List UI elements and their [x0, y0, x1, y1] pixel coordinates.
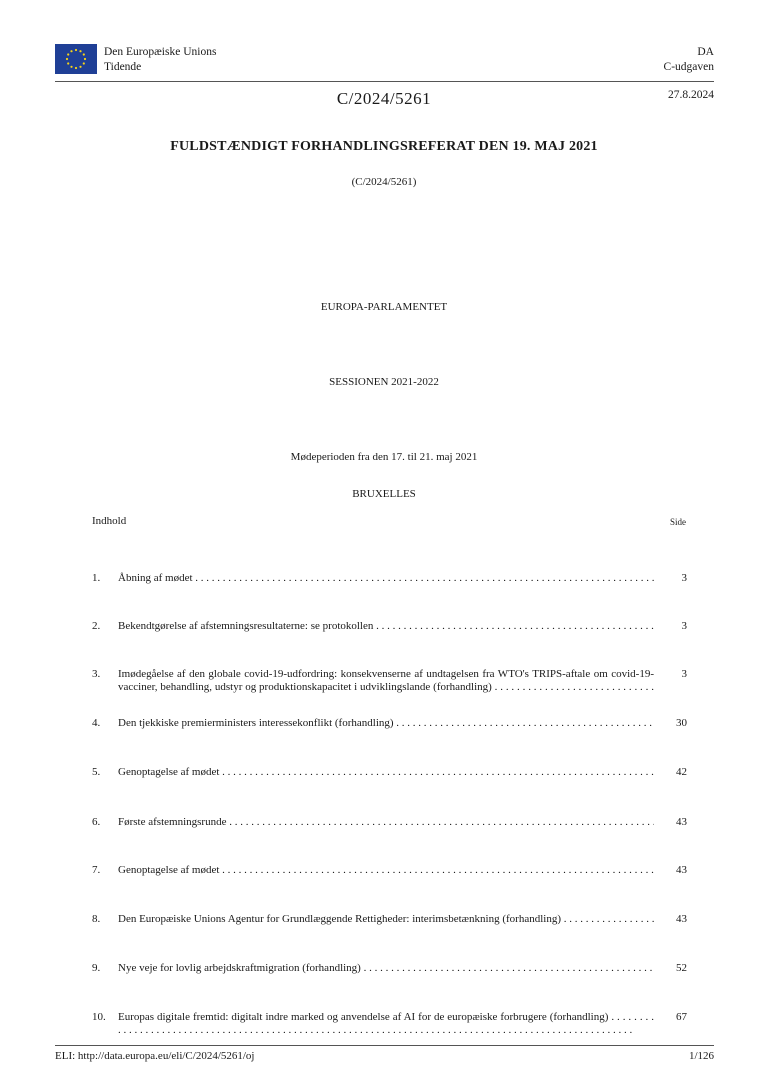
toc-entry-title: [118, 766, 654, 779]
toc-entry-number: 7.: [92, 864, 101, 876]
header-divider: [55, 81, 714, 82]
toc-entry-page: 3: [681, 668, 687, 680]
toc-entry-title: [118, 864, 654, 877]
toc-entry-title-text: Genoptagelse af mødet . . .: [118, 766, 654, 779]
toc-entry-title-text: Genoptagelse af mødet . . .: [118, 864, 654, 877]
toc-entry-number: 10.: [92, 1011, 106, 1023]
toc-entry-number: 4.: [92, 717, 101, 729]
series-label: C-udgaven: [663, 61, 714, 73]
toc-entry-number: 3.: [92, 668, 101, 680]
toc-entry-title: [118, 620, 654, 633]
toc-entry-number: 8.: [92, 913, 101, 925]
toc-entry-page: 3: [681, 620, 687, 632]
toc-entry-number: 2.: [92, 620, 101, 632]
document-title: FULDSTÆNDIGT FORHANDLINGSREFERAT DEN 19. MAJ 2021: [170, 139, 598, 154]
edition-info: [664, 45, 714, 75]
journal-name-line2: Tidende: [104, 61, 142, 73]
toc-entry-title-text: Den tjekkiske premierministers interessekonflikt (forhandling) . . .: [118, 717, 654, 730]
language-code: DA: [697, 46, 714, 58]
toc-page-heading: Side: [669, 517, 686, 527]
journal-name-line1: Den Europæiske Unions: [104, 46, 217, 58]
toc-entry-title-text: Første afstemningsrunde . . .: [118, 816, 654, 829]
toc-entry-page: 52: [676, 962, 687, 974]
toc-entry-page: 30: [676, 717, 687, 729]
toc-entry-page: 43: [676, 816, 687, 828]
footer-divider: [55, 1045, 714, 1046]
institution-name: EUROPA-PARLAMENTET: [320, 301, 448, 313]
toc-entry-title: [118, 816, 654, 829]
toc-entry-title: [118, 962, 654, 975]
toc-entry-title-text: Nye veje for lovlig arbejdskraftmigration (forhandling) . . .: [118, 962, 654, 975]
toc-entry-number: 6.: [92, 816, 101, 828]
toc-entry-title-text: Den Europæiske Unions Agentur for Grundlæggende Rettigheder: interimsbetænkning (forhandling) . . .: [118, 913, 654, 926]
toc-entry-number: 5.: [92, 766, 101, 778]
publication-date: 27.8.2024: [668, 89, 714, 101]
document-reference: (C/2024/5261): [351, 176, 417, 188]
session-period: Mødeperioden fra den 17. til 21. maj 2021: [290, 451, 478, 463]
page-number: 1/126: [688, 1050, 714, 1062]
toc-entry-page: 43: [676, 864, 687, 876]
toc-entry-title-text: Åbning af mødet . . .: [118, 572, 654, 585]
toc-heading: Indhold: [92, 515, 127, 527]
document-number: C/2024/5261: [336, 89, 432, 108]
toc-entry-title-text: Imødegåelse af den globale covid-19-udfordring: konsekvenserne af undtagelsen fra WTO's TRIPS-aftale om covid-19-vacciner, behandling, udstyr og produktionskapacitet i udviklingslande (forhandling) . . .: [118, 668, 654, 694]
toc-entry-title-text: Europas digitale fremtid: digitalt indre marked og anvendelse af AI for de europæiske forbrugere (forhandling) . . .: [118, 1011, 654, 1037]
session-label: SESSIONEN 2021-2022: [329, 376, 439, 388]
toc-entry-title: [118, 668, 654, 694]
toc-entry-page: 67: [676, 1011, 687, 1023]
toc-entry-title: [118, 572, 654, 585]
toc-entry-title: [118, 1011, 654, 1037]
eu-flag-logo: [55, 44, 97, 74]
toc-entry-page: 43: [676, 913, 687, 925]
journal-name: [104, 45, 216, 75]
toc-entry-page: 42: [676, 766, 687, 778]
toc-entry-title: [118, 913, 654, 926]
eli-link[interactable]: ELI: http://data.europa.eu/eli/C/2024/5261/oj: [55, 1050, 255, 1062]
toc-entry-number: 9.: [92, 962, 101, 974]
toc-entry-page: 3: [681, 572, 687, 584]
toc-entry-title: [118, 717, 654, 730]
meeting-place: BRUXELLES: [352, 488, 416, 500]
toc-entry-title-text: Bekendtgørelse af afstemningsresultaterne: se protokollen . . .: [118, 620, 654, 633]
toc-entry-number: 1.: [92, 572, 101, 584]
